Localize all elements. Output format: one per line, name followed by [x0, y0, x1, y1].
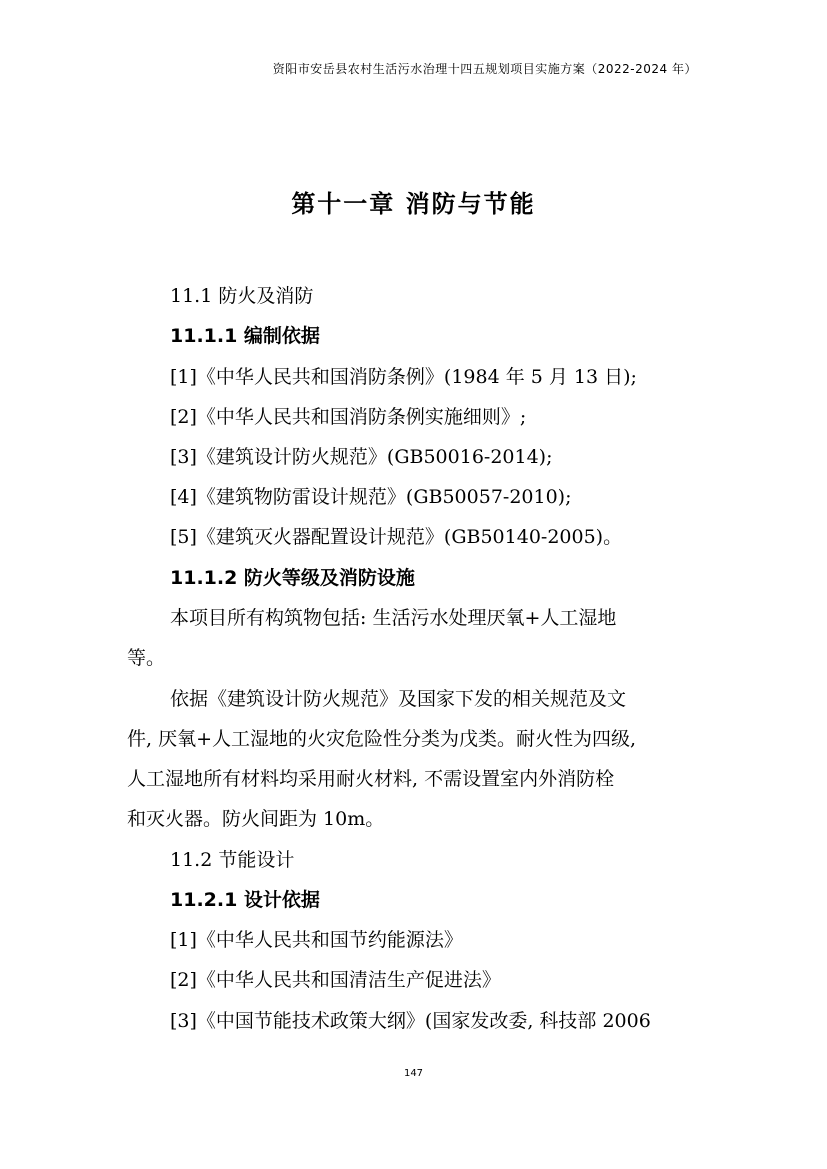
section-heading-11-1: 11.1 防火及消防 [170, 285, 314, 307]
paragraph-line: 和灭火器。防火间距为 10m。 [127, 808, 385, 830]
reference-item: [1]《中华人民共和国消防条例》(1984 年 5 月 13 日); [170, 366, 637, 388]
reference-item: [3]《中国节能技术政策大纲》(国家发改委, 科技部 2006 [170, 1010, 651, 1032]
reference-item: [4]《建筑物防雷设计规范》(GB50057-2010); [170, 486, 572, 508]
section-heading-11-2: 11.2 节能设计 [170, 849, 295, 871]
subsection-heading-11-1-2: 11.1.2 防火等级及消防设施 [170, 567, 415, 589]
chapter-title: 第十一章 消防与节能 [291, 190, 536, 218]
running-header: 资阳市安岳县农村生活污水治理十四五规划项目实施方案（2022-2024 年） [272, 62, 697, 76]
paragraph-line: 件, 厌氧+人工湿地的火灾危险性分类为戊类。耐火性为四级, [127, 728, 637, 750]
reference-item: [2]《中华人民共和国清洁生产促进法》 [170, 969, 501, 991]
page-number: 147 [403, 1068, 424, 1079]
reference-item: [5]《建筑灭火器配置设计规范》(GB50140-2005)。 [170, 526, 623, 548]
paragraph-line: 人工湿地所有材料均采用耐火材料, 不需设置室内外消防栓 [127, 768, 615, 790]
reference-item: [3]《建筑设计防火规范》(GB50016-2014); [170, 446, 553, 468]
paragraph-line: 等。 [127, 647, 166, 669]
paragraph-line: 依据《建筑设计防火规范》及国家下发的相关规范及文 [170, 688, 627, 710]
paragraph-line: 本项目所有构筑物包括: 生活污水处理厌氧+人工湿地 [170, 607, 617, 629]
reference-item: [2]《中华人民共和国消防条例实施细则》; [170, 406, 527, 428]
subsection-heading-11-2-1: 11.2.1 设计依据 [170, 889, 320, 911]
subsection-heading-11-1-1: 11.1.1 编制依据 [170, 325, 320, 347]
reference-item: [1]《中华人民共和国节约能源法》 [170, 929, 463, 951]
